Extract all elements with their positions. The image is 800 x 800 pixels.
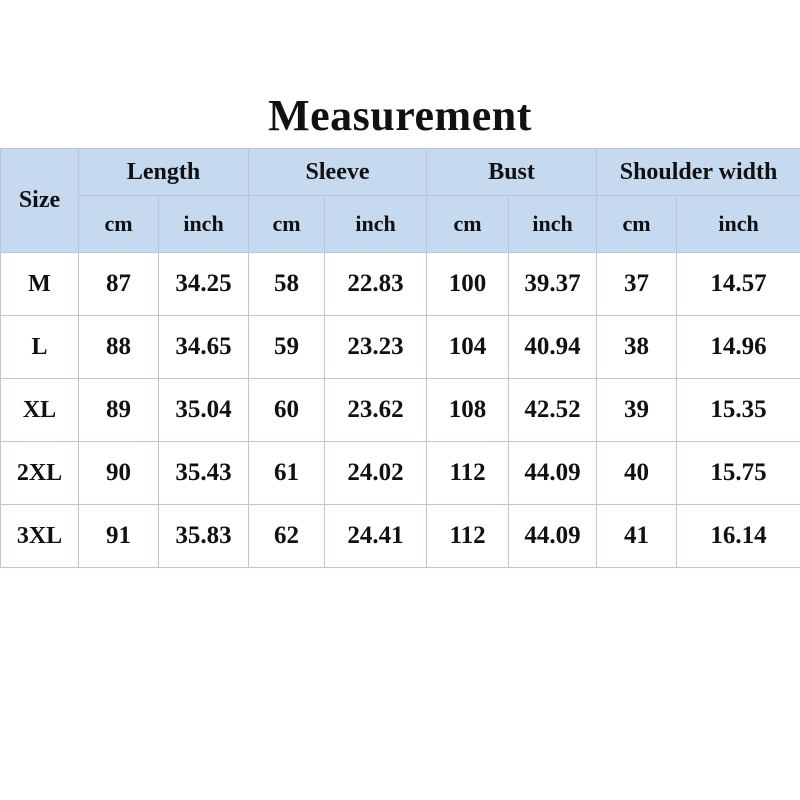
cell-size: XL bbox=[1, 379, 79, 442]
cell-length-cm: 90 bbox=[79, 442, 159, 505]
cell-shoulder-inch: 15.75 bbox=[677, 442, 800, 505]
cell-size: 2XL bbox=[1, 442, 79, 505]
cell-size: M bbox=[1, 253, 79, 316]
cell-sleeve-cm: 59 bbox=[249, 316, 325, 379]
header-shoulder-width: Shoulder width bbox=[597, 149, 800, 196]
cell-length-cm: 88 bbox=[79, 316, 159, 379]
cell-bust-cm: 108 bbox=[427, 379, 509, 442]
cell-sleeve-inch: 24.02 bbox=[325, 442, 427, 505]
table-unit-header-row bbox=[1, 196, 800, 253]
cell-shoulder-inch: 14.57 bbox=[677, 253, 800, 316]
measurement-table bbox=[0, 148, 800, 568]
cell-bust-inch: 44.09 bbox=[509, 505, 597, 568]
header-length-inch: inch bbox=[159, 196, 249, 253]
table-row bbox=[1, 442, 800, 505]
cell-bust-cm: 100 bbox=[427, 253, 509, 316]
header-shoulder-cm: cm bbox=[597, 196, 677, 253]
cell-shoulder-inch: 16.14 bbox=[677, 505, 800, 568]
cell-shoulder-inch: 14.96 bbox=[677, 316, 800, 379]
cell-length-inch: 35.04 bbox=[159, 379, 249, 442]
cell-sleeve-inch: 24.41 bbox=[325, 505, 427, 568]
header-sleeve-inch: inch bbox=[325, 196, 427, 253]
cell-bust-cm: 112 bbox=[427, 505, 509, 568]
header-sleeve-cm: cm bbox=[249, 196, 325, 253]
cell-bust-inch: 40.94 bbox=[509, 316, 597, 379]
cell-sleeve-cm: 61 bbox=[249, 442, 325, 505]
cell-shoulder-cm: 39 bbox=[597, 379, 677, 442]
cell-size: L bbox=[1, 316, 79, 379]
cell-sleeve-cm: 60 bbox=[249, 379, 325, 442]
cell-bust-cm: 112 bbox=[427, 442, 509, 505]
cell-bust-inch: 44.09 bbox=[509, 442, 597, 505]
cell-length-inch: 34.65 bbox=[159, 316, 249, 379]
header-sleeve: Sleeve bbox=[249, 149, 427, 196]
cell-bust-inch: 39.37 bbox=[509, 253, 597, 316]
cell-shoulder-cm: 40 bbox=[597, 442, 677, 505]
cell-sleeve-inch: 23.62 bbox=[325, 379, 427, 442]
cell-shoulder-inch: 15.35 bbox=[677, 379, 800, 442]
table-group-header-row bbox=[1, 149, 800, 196]
table-row bbox=[1, 253, 800, 316]
table-row bbox=[1, 505, 800, 568]
header-length: Length bbox=[79, 149, 249, 196]
table-row bbox=[1, 379, 800, 442]
header-bust: Bust bbox=[427, 149, 597, 196]
table-body bbox=[1, 253, 800, 568]
cell-length-cm: 87 bbox=[79, 253, 159, 316]
cell-sleeve-cm: 62 bbox=[249, 505, 325, 568]
cell-shoulder-cm: 38 bbox=[597, 316, 677, 379]
header-size: Size bbox=[1, 149, 79, 253]
cell-sleeve-inch: 22.83 bbox=[325, 253, 427, 316]
cell-length-cm: 91 bbox=[79, 505, 159, 568]
cell-bust-inch: 42.52 bbox=[509, 379, 597, 442]
header-shoulder-inch: inch bbox=[677, 196, 800, 253]
table-row bbox=[1, 316, 800, 379]
cell-length-inch: 35.83 bbox=[159, 505, 249, 568]
cell-length-inch: 35.43 bbox=[159, 442, 249, 505]
cell-shoulder-cm: 37 bbox=[597, 253, 677, 316]
measurement-card bbox=[0, 72, 800, 602]
header-bust-cm: cm bbox=[427, 196, 509, 253]
cell-length-cm: 89 bbox=[79, 379, 159, 442]
table-header bbox=[1, 149, 800, 253]
cell-bust-cm: 104 bbox=[427, 316, 509, 379]
cell-sleeve-inch: 23.23 bbox=[325, 316, 427, 379]
page-title: Measurement bbox=[268, 91, 532, 140]
cell-size: 3XL bbox=[1, 505, 79, 568]
header-bust-inch: inch bbox=[509, 196, 597, 253]
header-length-cm: cm bbox=[79, 196, 159, 253]
cell-sleeve-cm: 58 bbox=[249, 253, 325, 316]
cell-shoulder-cm: 41 bbox=[597, 505, 677, 568]
cell-length-inch: 34.25 bbox=[159, 253, 249, 316]
